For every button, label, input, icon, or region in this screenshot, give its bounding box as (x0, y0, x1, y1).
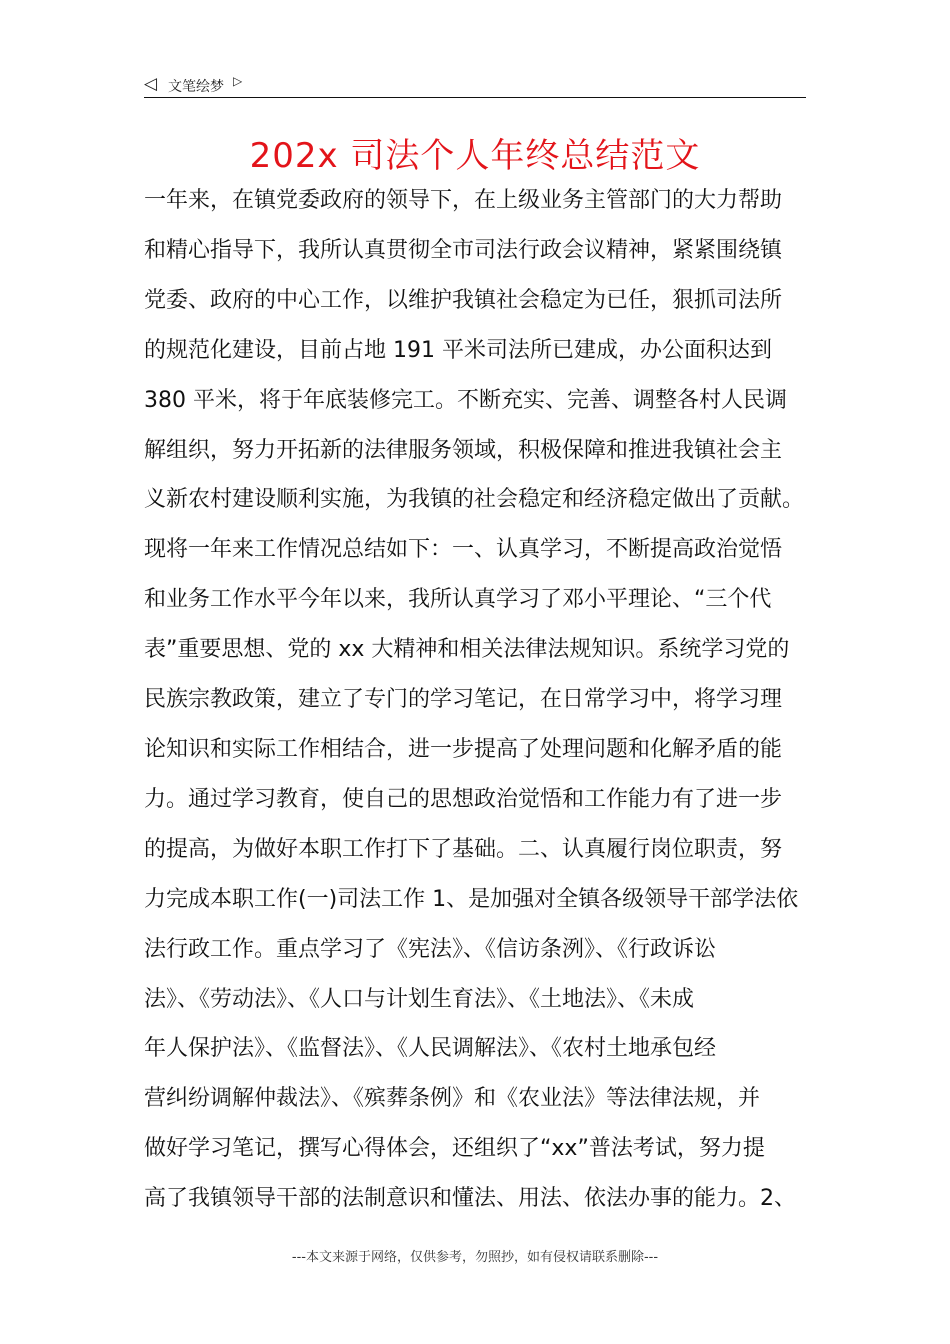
body-line: 力。通过学习教育，使自己的思想政治觉悟和工作能力有了进一步 (144, 786, 783, 812)
body-line: 法行政工作。重点学习了《宪法》、《信访条洌》、《行政诉讼 (144, 936, 717, 962)
body-line: 解组织，努力开拓新的法律服务领域，积极保障和推进我镇社会主 (144, 437, 783, 463)
body-line: 表”重要思想、党的 xx 大精神和相关法律法规知识。系统学习党的 (144, 637, 790, 663)
right-triangle-icon: ▷ (233, 74, 243, 88)
body-line: 法》、《劳动法》、《人口与计划生育法》、《土地法》、《未成 (144, 986, 695, 1012)
body-line: 做好学习笔记，撰写心得体会，还组织了“xx”普法考试，努力提 (144, 1136, 765, 1162)
body-line: 380 平米，将于年底装修完工。不断充实、完善、调整各村人民调 (144, 387, 787, 413)
body-line: 和业务工作水平今年以来，我所认真学习了邓小平理论、“三个代 (144, 587, 772, 613)
body-line: 年人保护法》、《监督法》、《人民调解法》、《农村土地承包经 (144, 1036, 717, 1062)
body-line: 党委、政府的中心工作，以维护我镇社会稳定为已任，狠抓司法所 (144, 287, 783, 313)
body-line: 民族宗教政策，建立了专门的学习笔记，在日常学习中，将学习理 (144, 687, 783, 713)
body-line: 一年来，在镇党委政府的领导下，在上级业务主管部门的大力帮助 (144, 188, 783, 213)
left-triangle-icon: ◁ (144, 74, 158, 94)
body-line: 义新农村建设顺利实施，为我镇的社会稳定和经济稳定做出了贡献。 (144, 487, 805, 513)
document-title: 202x 司法个人年终总结范文 (249, 136, 701, 176)
page-footer: ---本文来源于网络，仅供参考，勿照抄，如有侵权请联系删除--- (291, 1250, 659, 1265)
header-divider (144, 97, 806, 98)
body-line: 现将一年来工作情况总结如下：一、认真学习，不断提高政治觉悟 (144, 537, 783, 563)
document-body (144, 176, 810, 1224)
body-line: 营纠纷调解仲裁法》、《殡葬条例》和《农业法》等法律法规，并 (144, 1086, 761, 1112)
header-brand: 文笔绘梦 (168, 79, 224, 95)
body-line: 力完成本职工作(一)司法工作 1、是加强对全镇各级领导干部学法依 (144, 886, 799, 912)
body-line: 的提高，为做好本职工作打下了基础。二、认真履行岗位职责，努 (144, 836, 783, 862)
body-line: 论知识和实际工作相结合，进一步提高了处理问题和化解矛盾的能 (144, 736, 783, 762)
body-line: 高了我镇领导干部的法制意识和懂法、用法、依法办事的能力。2、 (144, 1186, 796, 1212)
page-header (144, 72, 806, 98)
body-line: 和精心指导下，我所认真贯彻全市司法行政会议精神，紧紧围绕镇 (144, 237, 783, 263)
body-line: 的规范化建设，目前占地 191 平米司法所已建成，办公面积达到 (144, 337, 772, 363)
